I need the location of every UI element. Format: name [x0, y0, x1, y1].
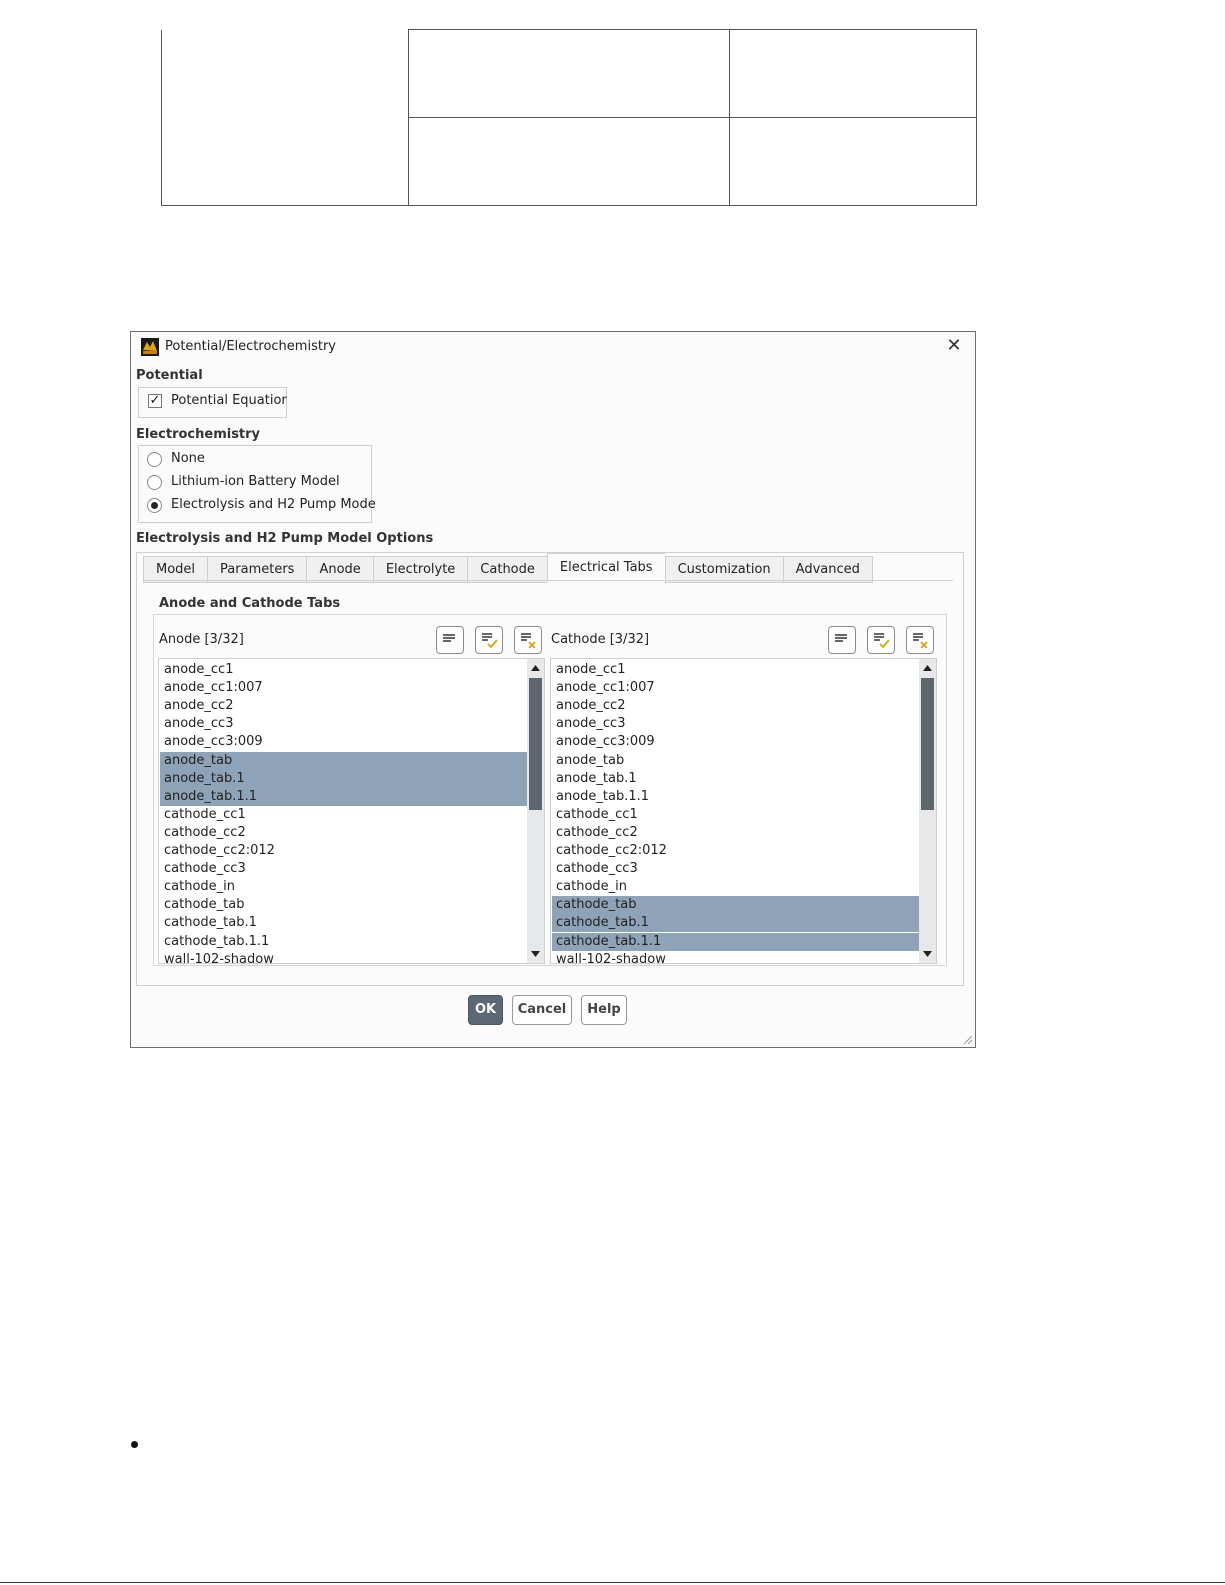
- cathode-list-item[interactable]: anode_tab.1: [556, 770, 637, 786]
- anode-deselect-all-button[interactable]: [514, 626, 542, 654]
- cancel-button[interactable]: Cancel: [512, 995, 572, 1025]
- cathode-list-item[interactable]: anode_cc3: [556, 716, 626, 732]
- anode-list-item[interactable]: anode_cc2: [164, 698, 234, 714]
- cathode-list-item[interactable]: anode_tab.1.1: [556, 788, 650, 804]
- list-lines-icon: [441, 631, 459, 649]
- help-button[interactable]: Help: [581, 995, 627, 1025]
- radio-electrolysis[interactable]: [147, 498, 162, 513]
- anode-list-item[interactable]: cathode_cc3: [164, 861, 246, 877]
- cathode-select-highlighted-button[interactable]: [867, 626, 895, 654]
- radio-electrolysis-label: Electrolysis and H2 Pump Mode: [171, 497, 376, 512]
- tab-advanced[interactable]: Advanced: [783, 556, 873, 583]
- cathode-deselect-all-button[interactable]: [906, 626, 934, 654]
- cathode-list-item[interactable]: cathode_tab: [552, 896, 919, 914]
- radio-selected-dot: [151, 502, 158, 509]
- tab-parameters[interactable]: Parameters: [207, 556, 306, 583]
- list-clear-icon: [911, 631, 929, 649]
- anode-list-item[interactable]: anode_cc1: [164, 662, 234, 677]
- anode-scroll-thumb[interactable]: [529, 678, 542, 810]
- anode-list-label: Anode [3/32]: [159, 632, 244, 647]
- scroll-up-icon[interactable]: [919, 660, 936, 676]
- anode-list-item[interactable]: anode_cc3:009: [164, 734, 263, 750]
- anode-listbox[interactable]: [158, 658, 545, 964]
- list-lines-icon: [833, 631, 851, 649]
- cathode-list-item[interactable]: cathode_in: [556, 879, 628, 895]
- tab-bar-divider: [143, 580, 953, 581]
- cathode-list-item[interactable]: anode_cc1:007: [556, 680, 655, 696]
- anode-list-item[interactable]: cathode_tab: [164, 897, 245, 913]
- dialog-title: Potential/Electrochemistry: [165, 339, 336, 354]
- anode-select-all-button[interactable]: [436, 626, 464, 654]
- ok-button[interactable]: OK: [468, 995, 503, 1025]
- radio-none-label: None: [171, 451, 205, 466]
- anode-list-item[interactable]: cathode_cc1: [164, 806, 246, 822]
- anode-list-item[interactable]: cathode_cc2: [164, 824, 246, 840]
- radio-lithium-ion[interactable]: [147, 475, 162, 490]
- cathode-listbox[interactable]: [550, 658, 937, 964]
- potential-equation-label: Potential Equatior: [171, 393, 287, 408]
- cathode-list-item[interactable]: anode_cc3:009: [556, 734, 655, 750]
- cathode-select-all-button[interactable]: [828, 626, 856, 654]
- tab-bar: [143, 556, 873, 583]
- list-check-icon: [872, 631, 890, 649]
- list-clear-icon: [519, 631, 537, 649]
- anode-list-item[interactable]: cathode_in: [164, 879, 236, 895]
- radio-none[interactable]: [147, 452, 162, 467]
- anode-list-item[interactable]: cathode_tab.1: [164, 915, 257, 931]
- close-icon[interactable]: ✕: [946, 335, 962, 356]
- scroll-up-icon[interactable]: [527, 660, 544, 676]
- electrical-tabs-content: [153, 596, 947, 966]
- model-options-heading: Electrolysis and H2 Pump Model Options: [136, 531, 434, 546]
- tab-electrolyte[interactable]: Electrolyte: [373, 556, 467, 583]
- table-cell: [162, 30, 409, 206]
- anode-list-item[interactable]: anode_cc3: [164, 716, 234, 732]
- cathode-list-item[interactable]: anode_tab: [556, 752, 625, 768]
- anode-scrollbar[interactable]: [527, 659, 544, 963]
- cathode-scrollbar[interactable]: [919, 659, 936, 963]
- scroll-down-icon[interactable]: [527, 946, 544, 962]
- table-cell: [409, 118, 730, 206]
- list-check-icon: [480, 631, 498, 649]
- page-bottom-rule: [0, 1582, 1225, 1583]
- table-cell: [730, 118, 977, 206]
- radio-lithium-ion-label: Lithium-ion Battery Model: [171, 474, 340, 489]
- table-cell: [730, 30, 977, 118]
- dialog-titlebar[interactable]: [131, 332, 975, 362]
- button-bar-divider: [136, 985, 964, 986]
- cathode-list-label: Cathode [3/32]: [551, 632, 650, 647]
- cathode-list-item[interactable]: anode_cc1: [556, 662, 626, 677]
- cathode-list-item[interactable]: cathode_cc2: [556, 824, 638, 840]
- resize-grip-icon[interactable]: [963, 1035, 973, 1045]
- electrochemistry-heading: Electrochemistry: [136, 427, 261, 442]
- potential-electrochemistry-dialog: [130, 331, 976, 1048]
- anode-list-item[interactable]: cathode_tab.1.1: [164, 933, 270, 949]
- table-cell: [409, 30, 730, 118]
- tab-cathode[interactable]: Cathode: [467, 556, 547, 583]
- cathode-list-item[interactable]: cathode_cc3: [556, 861, 638, 877]
- document-table: [161, 29, 977, 206]
- potential-equation-checkbox[interactable]: ✓: [149, 393, 161, 408]
- fluent-app-icon: [141, 338, 159, 356]
- anode-list-item[interactable]: anode_tab.1.1: [160, 788, 527, 806]
- cathode-list-item[interactable]: cathode_cc2:012: [556, 843, 667, 858]
- scroll-down-icon[interactable]: [919, 946, 936, 962]
- list-bullet: [131, 1441, 138, 1448]
- anode-select-highlighted-button[interactable]: [475, 626, 503, 654]
- anode-list-item[interactable]: anode_cc1:007: [164, 680, 263, 696]
- cathode-list-item[interactable]: anode_cc2: [556, 698, 626, 714]
- anode-cathode-tabs-title: Anode and Cathode Tabs: [159, 596, 341, 611]
- cathode-list-item[interactable]: cathode_tab.1: [552, 914, 919, 932]
- anode-list-item[interactable]: anode_tab.1: [160, 770, 527, 788]
- anode-list-item[interactable]: anode_tab: [160, 752, 527, 770]
- tab-anode[interactable]: Anode: [306, 556, 372, 583]
- anode-list-item[interactable]: wall-102-shadow: [164, 951, 274, 964]
- anode-cathode-box: [153, 614, 947, 966]
- anode-list-item[interactable]: cathode_cc2:012: [164, 843, 275, 858]
- tab-customization[interactable]: Customization: [665, 556, 783, 583]
- cathode-scroll-thumb[interactable]: [921, 678, 934, 810]
- potential-heading: Potential: [136, 368, 203, 383]
- tab-electrical-tabs[interactable]: Electrical Tabs: [547, 553, 665, 582]
- cathode-list-item[interactable]: wall-102-shadow: [556, 951, 666, 964]
- tab-model[interactable]: Model: [143, 556, 207, 583]
- cathode-list-item[interactable]: cathode_tab.1.1: [552, 933, 919, 951]
- cathode-list-item[interactable]: cathode_cc1: [556, 806, 638, 822]
